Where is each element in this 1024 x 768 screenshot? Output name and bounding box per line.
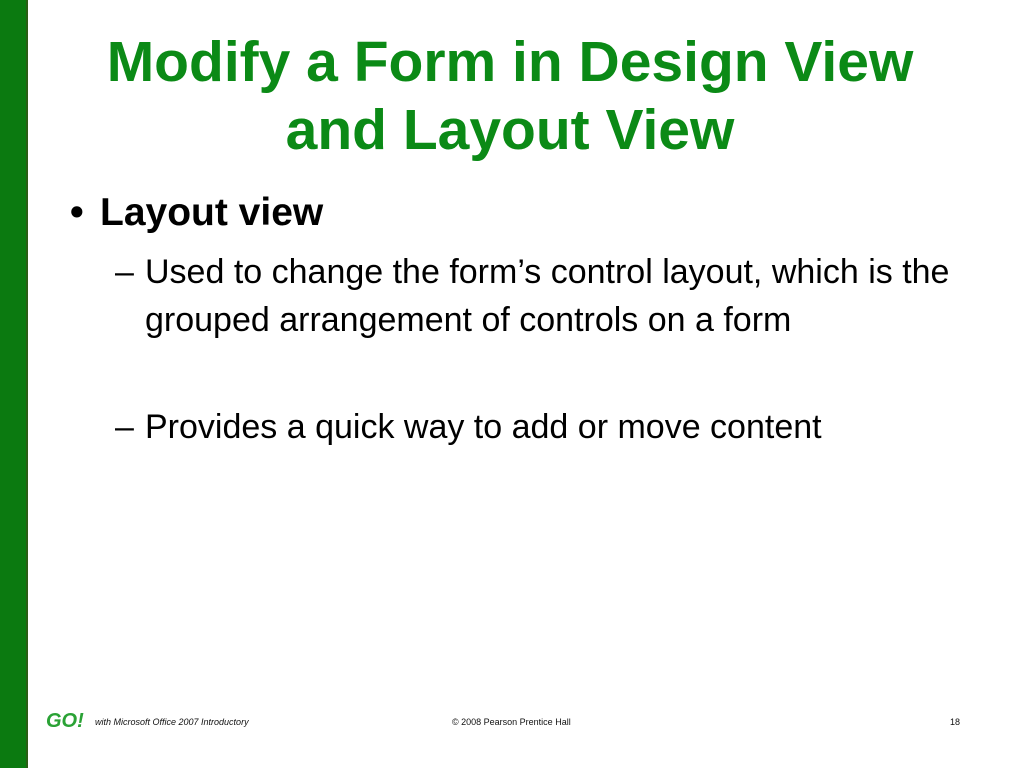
- subbullet-2-marker: –: [115, 408, 134, 446]
- subbullet-1-text: Used to change the form’s control layout, which is the grouped arrangement of controls on a form: [145, 253, 950, 339]
- bullet-label: Layout view: [100, 191, 324, 234]
- go-logo: GO!: [46, 710, 84, 732]
- bullet-marker: •: [70, 191, 84, 234]
- footer-copyright: © 2008 Pearson Prentice Hall: [452, 717, 571, 727]
- subbullet-1: [115, 248, 965, 344]
- footer-page-number: 18: [950, 717, 961, 727]
- slide-title-line-2: and Layout View: [285, 98, 735, 162]
- slide-footer: [0, 710, 1024, 736]
- slide-title-line-1: Modify a Form in Design View: [106, 30, 914, 94]
- footer-course-text: with Microsoft Office 2007 Introductory: [95, 717, 249, 727]
- subbullet-1-marker: –: [115, 253, 134, 291]
- left-accent-bar: [0, 0, 28, 768]
- bullet-layout-view: [70, 188, 323, 238]
- subbullet-2: [115, 403, 965, 451]
- subbullet-2-text: Provides a quick way to add or move content: [145, 408, 822, 446]
- slide-title: [40, 28, 980, 164]
